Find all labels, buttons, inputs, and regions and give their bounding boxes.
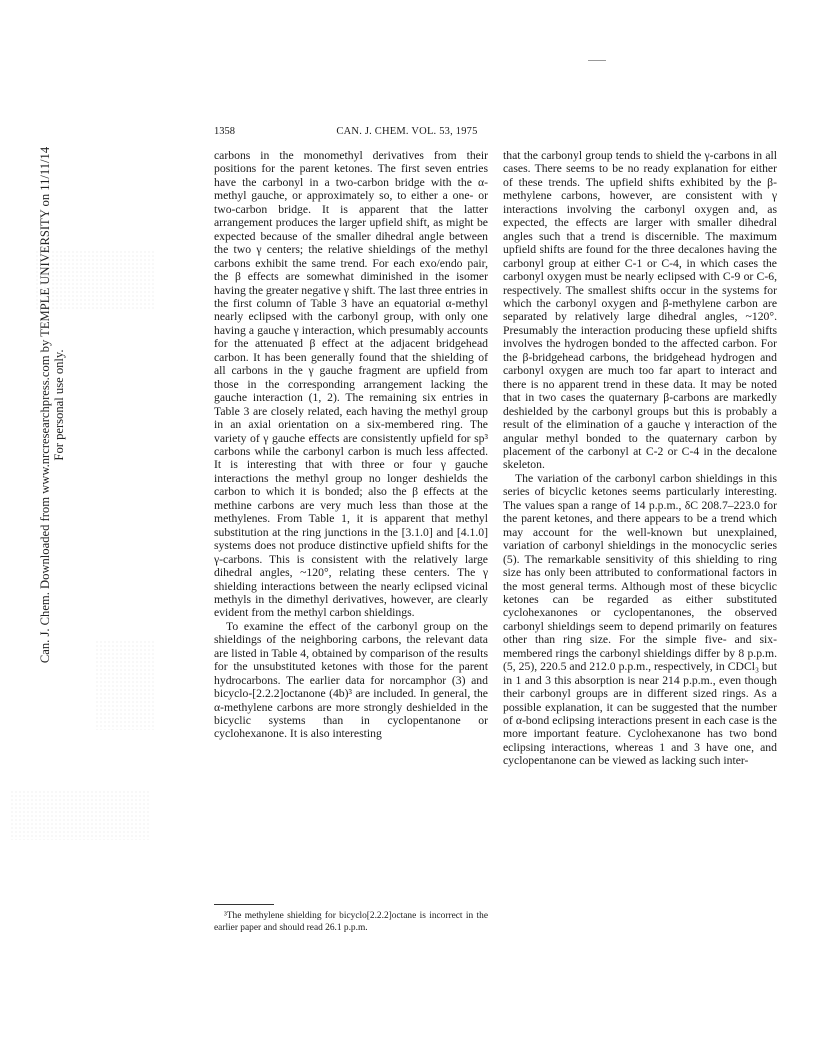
paragraph-carbonyl-shieldings: The variation of the carbonyl carbon shieldings in this series of bicyclic ketones seems particularly interesting. The values span a range of 14 p.p.m., δC 208.7–223.0 for the parent ketones, and there appears to be a trend which may account for the well-known but unexplained, variation of carbonyl shieldings in the monocyclic series (5). The remarkable sensitivity of this shielding to ring size has only been attributed to conformational factors in the most general terms. Although most of these bicyclic ketones can be regarded as either substituted cyclohexanones or cyclopentanones, the observed carbonyl shieldings seem to depend primarily on features other than ring size. For the simple five- and six-membered rings the carbonyl shieldings differ by 8 p.p.m. (5, 25), 220.5 and 212.0 p.p.m., respectively, in CDCl₃ but in 1 and 3 this absorption is near 214 p.p.m., even though their carbonyl groups are in different sized rings. As a possible explanation, it can be suggested that the number of α-bond eclipsing interactions present in each case is the more important feature. Cyclohexanone has two bond eclipsing interactions, whereas 1 and 3 have one, and cyclopentanone can be viewed as lacking such inter- <box>503 471 777 768</box>
paragraph-gamma-shielding: that the carbonyl group tends to shield the γ-carbons in all cases. There seems to be no ready explanation for either of these trends. The upfield shifts exhibited by the β-methylene carbons, however, are consistent with γ interactions involving the carbonyl oxygen and, as expected, the effects are larger with smaller dihedral angles such that a trend is discernible. The maximum upfield shifts are found for the three decalones having the carbonyl group at either C-1 or C-4, in which cases the carbonyl oxygen must be nearly eclipsed with C-9 or C-6, respectively. The smallest shifts occur in the systems for which the carbonyl oxygen and β-methylene carbon are separated by relatively large dihedral angles, ~120°. Presumably the interaction producing these upfield shifts involves the hydrogen bonded to the affected carbon. For the β-bridgehead carbons, the bridgehead hydrogen and carbonyl oxygen are much too far apart to interact and there is no apparent trend in these data. It may be noted that in two cases the quaternary β-carbons are markedly deshielded by the carbonyl groups but this is probably a result of the elimination of a gauche γ interaction of the angular methyl bonded to the quaternary carbon by placement of the carbonyl at C-2 or C-4 in the decalone skeleton. <box>503 149 777 472</box>
right-column <box>503 149 777 768</box>
footnote-rule <box>214 904 274 905</box>
paragraph-carbonyl-effect: To examine the effect of the carbonyl group on the shieldings of the neighboring carbons, the relevant data are listed in Table 4, obtained by comparison of the results for the unsubstituted ketones with those for the parent hydrocarbons. The earlier data for norcamphor (3) and bicyclo-[2.2.2]octanone (4b)³ are included. In general, the α-methylene carbons are more strongly deshielded in the bicyclic systems than in cyclopentanone or cyclohexanone. It is also interesting <box>214 619 488 741</box>
paragraph-methyl-shifts: carbons in the monomethyl derivatives from their positions for the parent ketones. The first seven entries have the carbonyl in a two-carbon bridge with the α-methyl gauche, or approximately so, to either a one- or two-carbon bridge. It is apparent that the latter arrangement produces the larger upfield shift, as might be expected because of the smaller dihedral angle between the two γ centers; the relative shieldings of the methyl carbons exhibit the same trend. For each exo/endo pair, the β effects are somewhat diminished in the isomer having the greater negative γ shift. The last three entries in the first column of Table 3 have an equatorial α-methyl nearly eclipsed with the carbonyl group, with only one having a gauche γ interaction, which presumably accounts for the attenuated β effect at the adjacent bridgehead carbon. It has been generally found that the shielding of all carbons in the γ gauche fragment are upfield from those in the corresponding arrangement lacking the gauche interaction (1, 2). The remaining six entries in Table 3 are closely related, each having the methyl group in an axial orientation on a six-membered ring. The variety of γ gauche effects are consistently upfield for sp³ carbons while the carbonyl carbon is much less affected. It is interesting that with three or four γ gauche interactions the methyl group no longer deshields the carbon to which it is bonded; also the β effects at the methine carbons are very much less than those at the methylenes. From Table 1, it is apparent that methyl substitution at the ring junctions in the [3.1.0] and [4.1.0] systems does not produce distinctive upfield shifts for the γ-carbons. This is consistent with the relatively large dihedral angles, ~120°, relating these centers. The γ shielding interactions between the nearly eclipsed vicinal methyls in the dimethyl derivatives, however, are clearly evident from the methyl carbon shieldings. <box>214 149 488 620</box>
journal-citation: CAN. J. CHEM. VOL. 53, 1975 <box>336 126 478 137</box>
download-watermark <box>38 105 66 705</box>
left-column <box>214 149 488 741</box>
page-number: 1358 <box>214 126 235 137</box>
scan-mark-top <box>588 60 606 61</box>
footnote <box>214 911 488 934</box>
running-header <box>214 125 600 139</box>
download-line: Can. J. Chem. Downloaded from www.nrcresearchpress.com by TEMPLE UNIVERSITY on 11/11/14 <box>38 146 52 664</box>
footnote-text: ³The methylene shielding for bicyclo[2.2.2]octane is incorrect in the earlier paper and should read 26.1 p.p.m. <box>214 911 488 933</box>
personal-use-line: For personal use only. <box>52 349 66 461</box>
scan-speckle-middle <box>95 640 155 730</box>
scan-speckle-bottom <box>10 790 150 840</box>
